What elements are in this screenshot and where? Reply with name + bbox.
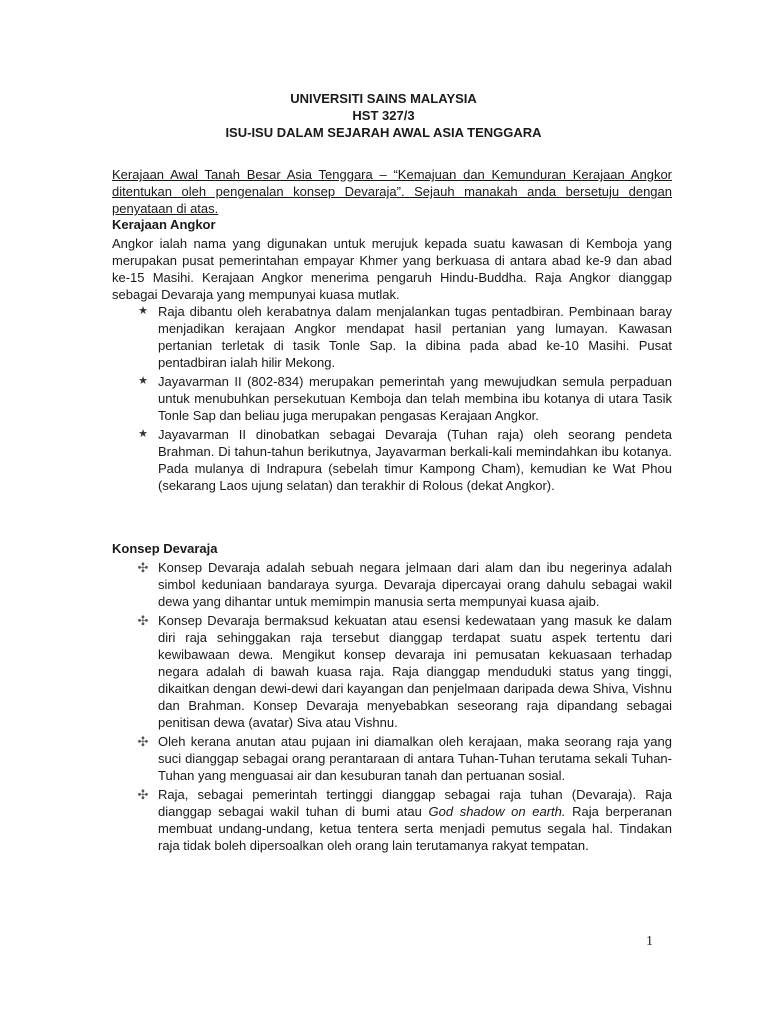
list-item-italic-text: God shadow on earth. — [428, 804, 566, 819]
section-kerajaan-angkor — [112, 216, 672, 496]
course-title: ISU-ISU DALAM SEJARAH AWAL ASIA TENGGARA — [225, 125, 542, 140]
list-item-text-after: Raja berperanan membuat undang-undang, ketua tentera serta menjadi pemutus segala hal. Tindakan raja tidak boleh dipersoalkan oleh orang lain terutamanya rakyat tempatan. — [158, 804, 672, 853]
list-item-text: Oleh kerana anutan atau pujaan ini diamalkan oleh kerajaan, maka seorang raja yang suci dianggap sebagai orang perantaraan di antara Tuhan-Tuhan terutama sekali Tuhan-Tuhan yang menguasai air dan kesuburan tanah dan pertuanan sosial. — [158, 734, 672, 783]
list-item-text: Konsep Devaraja bermaksud kekuatan atau esensi kedewataan yang masuk ke dalam diri raja sehinggakan raja tersebut dianggap terdapat suatu aspek tertentu dari kewibawaan dewa. Mengikut konsep devaraja ini pemusatan kekuasaan terhadap negara adalah di bawah kuasa raja. Raja dianggap menduduki status yang tinggi, dikaitkan dengan dewi-dewi dari kayangan dan penjelmaan daripada dewa Shiva, Vishnu dan Brahman. Konsep Devaraja menyebabkan seseorang raja dipandang sebagai penitisan dewa (avatar) Siva atau Vishnu. — [158, 613, 672, 730]
cross-bullet-icon: ✣ — [137, 787, 149, 802]
university-name: UNIVERSITI SAINS MALAYSIA — [290, 91, 477, 106]
star-bullet-icon: ★ — [138, 428, 148, 440]
cross-bullet-icon: ✣ — [137, 734, 149, 749]
list-item-text-before: Raja, sebagai pemerintah tertinggi dianggap sebagai raja tuhan (Devaraja). Raja dianggap sebagai wakil tuhan di bumi atau — [158, 787, 672, 819]
page-number: 1 — [646, 934, 653, 949]
list-item — [112, 733, 672, 784]
list-item-text: Konsep Devaraja adalah sebuah negara jelmaan dari alam dan ibu negerinya adalah simbol keduniaan bandaraya syurga. Devaraja dipercayai orang dahulu sebagai wakil dewa yang dihantar untuk memimpin manusia serta mempunyai kuasa ajaib. — [158, 560, 672, 609]
list-item — [112, 303, 672, 371]
list-item — [112, 559, 672, 610]
section-konsep-devaraja — [112, 540, 672, 856]
list-item-text: Raja dibantu oleh kerabatnya dalam menjalankan tugas pentadbiran. Pembinaan baray menjadikan kerajaan Angkor mendapat hasil pertanian yang lumayan. Kawasan pertanian terletak di tasik Tonle Sap. Ia dibina pada abad ke-10 Masihi. Pusat pentadbiran ialah hilir Mekong. — [158, 304, 672, 370]
list-item-text: Jayavarman II dinobatkan sebagai Devaraja (Tuhan raja) oleh seorang pendeta Brahman. Di tahun-tahun berikutnya, Jayavarman berkali-kali memindahkan ibu kotanya. Pada mulanya di Indrapura (sebelah timur Kampong Cham), kemudian ke Wat Phou (sekarang Laos ujung selatan) dan terakhir di Rolous (dekat Angkor). — [158, 427, 672, 493]
cross-bullet-icon: ✣ — [137, 613, 149, 628]
star-bullet-icon: ★ — [138, 305, 148, 317]
essay-question: Kerajaan Awal Tanah Besar Asia Tenggara – “Kemajuan dan Kemunduran Kerajaan Angkor ditentukan oleh pengenalan konsep Devaraja”. Sejauh manakah anda bersetuju dengan penyataan di atas. — [112, 167, 672, 216]
star-bullet-icon: ★ — [138, 375, 148, 387]
course-code: HST 327/3 — [352, 108, 415, 123]
bullet-list — [112, 303, 672, 494]
section-intro: Angkor ialah nama yang digunakan untuk merujuk kepada suatu kawasan di Kemboja yang merupakan pusat pemerintahan empayar Khmer yang berkuasa di antara abad ke-9 dan abad ke-15 Masihi. Kerajaan Angkor menerima pengaruh Hindu-Buddha. Raja Angkor dianggap sebagai Devaraja yang mempunyai kuasa mutlak. — [112, 236, 672, 302]
bullet-list — [112, 559, 672, 854]
cross-bullet-icon: ✣ — [137, 560, 149, 575]
section-title: Kerajaan Angkor — [112, 217, 216, 232]
list-item — [112, 612, 672, 731]
list-item — [112, 786, 672, 854]
list-item-text: Jayavarman II (802-834) merupakan pemerintah yang mewujudkan semula perpaduan untuk menubuhkan persekutuan Kemboja dan telah membina ibu kotanya di utara Tasik Tonle Sap dan beliau juga merupakan pengasas Kerajaan Angkor. — [158, 374, 672, 423]
list-item — [112, 426, 672, 494]
section-title: Konsep Devaraja — [112, 541, 218, 556]
list-item — [112, 373, 672, 424]
document-header — [112, 90, 655, 141]
